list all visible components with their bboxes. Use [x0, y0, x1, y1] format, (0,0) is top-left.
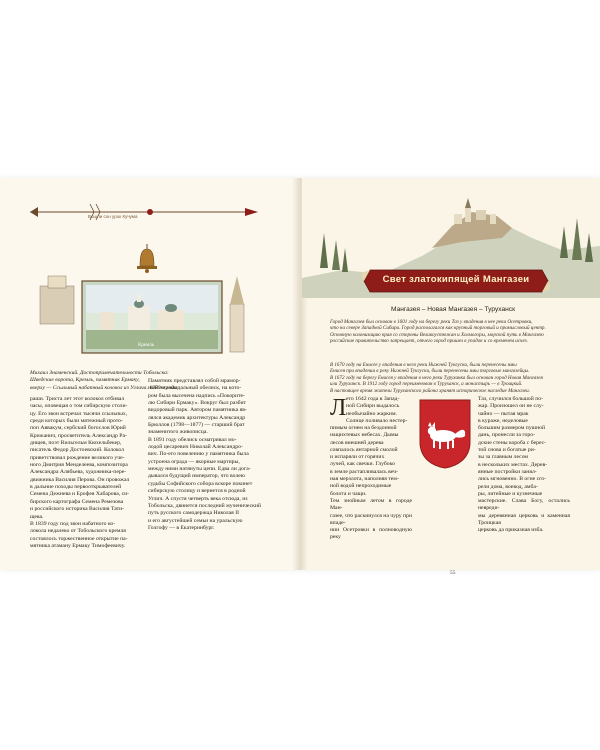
bell-icon [132, 242, 162, 274]
tobolsk-illustration [38, 266, 258, 366]
left-column-1-text: раши. Триста лет этот колокол отбивал часы, оповещая о том сибирскую столи- цу. Его звон встречал тысячи ссыльных, среди которых были мятежный прото- поп Аввакум, сербский богослов Юрий Крижанич, просветитель Александр Ра- дищев, поэт Вильгельм Кюхельбекер, писатель Федор Достоевский. Колокол приветствовал рождение великого уче- ного Дмитрия Менделеева, композитора Александра Алябьева, художника-пере- движника Василия Перова. Он провожал в дальние походы первооткрывателей Семена Дежнева и Ерофея Хабарова, си- бирского картографа Семена Ремезова и российского историка Василия Тати- щева. В 1839 году под звон набатного ко- локола недалеко от Тобольского кремля состоялось торжественное открытие па- мятника атаману Ермаку Тимофеевичу. [30, 396, 130, 549]
left-column-2-text: Памятник представлял собой мрамор- ный пирамидальный обелиск, на кото- ром была высечена надпись «Покорите- лю Сибири Ермаку». Вокруг был разбит видоровый парк. Автором памятника яв- лялся академик архитектуры Александр Брюллов (1798—1877) — старший брат знаменитого живописца. В 1891 году обелиск осматривал мо- лодой цесаревич Николай Александро- вич. По-его повелению у памятника была устроена ограда — якорные мартиры, между ними натянуты цепи. Едва ли дога- дывался будущий император, что волею судьбы Софийского собора вскоре покинет сибирскую столицу и вернется в родной Углич. А спустя четверть века отсюда, из Тобольска, двинется последний мученический путь русского самодержца Николая II и его августейшей семьи на уральскую Голгофу — в Екатеринбург. [148, 378, 261, 531]
book-spread [0, 178, 600, 570]
right-column-1-top-text: ето 1642 года в Запад- ной Сибири выдалось необычайно жарким. Солнце поливало нестер- [346, 396, 408, 424]
turukhansk-coat-of-arms-icon [418, 398, 472, 470]
intro-paragraph-1: Город Мангазея был основан в 1601 году на берегу реки Таз у впадения в нее реки Осетровки, что на севере Западной Сибири. Город располагался как крупный торговый и промысловый центр. Основную колонизацию края со стороны Великоустюжан и Холмогоры, морской путь в Мангазею российские правительство запрещает, отчего город пришел в упадок и со временем исчез. [330, 319, 546, 345]
illustration-caption: Михаил Знаменский. Достопримечательности Тобольска: Шведские ворота, Кремль, памятник Ермаку, вверху — Ссыльный набатный колокол из Углича. 1880-е годы [30, 370, 178, 391]
right-column-2-text: Таз, случился большой по- жар. Произошел он не слу- чайно — пытая мрак в кураже, неделовые большим размером пушной дань, пронесли за горо- дские стены короба с берес- той снова и богатые ри- зы за главным лесом в нескольких местах. Дерев- янные постройки занял- лись мгновенно. В огне сго- рели дома, воевод, амба- ры, литейные и кузнечные мастерские. Слава Богу, остались невреди- мы деревянная церковь и каменная Троицкая церковь да приказная изба. [478, 396, 570, 534]
intro-paragraph-2: В 1670 году на Енисее у впадения в него реки Нижней Тунгуски, были перенесены ямы Енисея при впадении в реку Нижней Тунгуски, были перенесены ямы торговые мангазейцы. В 1672 году на берегу Енисея у впадения в него реки Туруханка был основан город Новая Мангазея или Туруханск. В 1912 году город переименован в Туруханск, а монастырь — в Троицкий. В настоящее время жители Туруханского района хранят историческое наследие Мангазеи. [330, 362, 543, 394]
right-column-1-text: пимым огнем на бездонной нащихтевых небесах. Дымы лесов внешней дерева совпалось янтарной смолой и испаряли от горячих лучей, как свечки. Глубоко в земле растапливалась веч- ная мерзлота, наполняя тем- ной водой непроходимые болота и чащи. Тем знойным летом в городе Ман- газее, что раскинулся на чуру при впаде- нии Осетровки в полноводную реку [330, 425, 412, 541]
header-note: Вошли сон урок Кучума [88, 214, 138, 219]
page-number: 55 [450, 570, 456, 576]
arrow-ornament-icon [30, 198, 260, 228]
section-title: Свет златокипящей Мангазеи [382, 274, 530, 285]
section-subtitle: Мангазея – Новая Мангазея – Туруханск [391, 306, 515, 313]
drop-cap: Л [330, 395, 347, 421]
illustration-label: Кремль [138, 343, 154, 348]
